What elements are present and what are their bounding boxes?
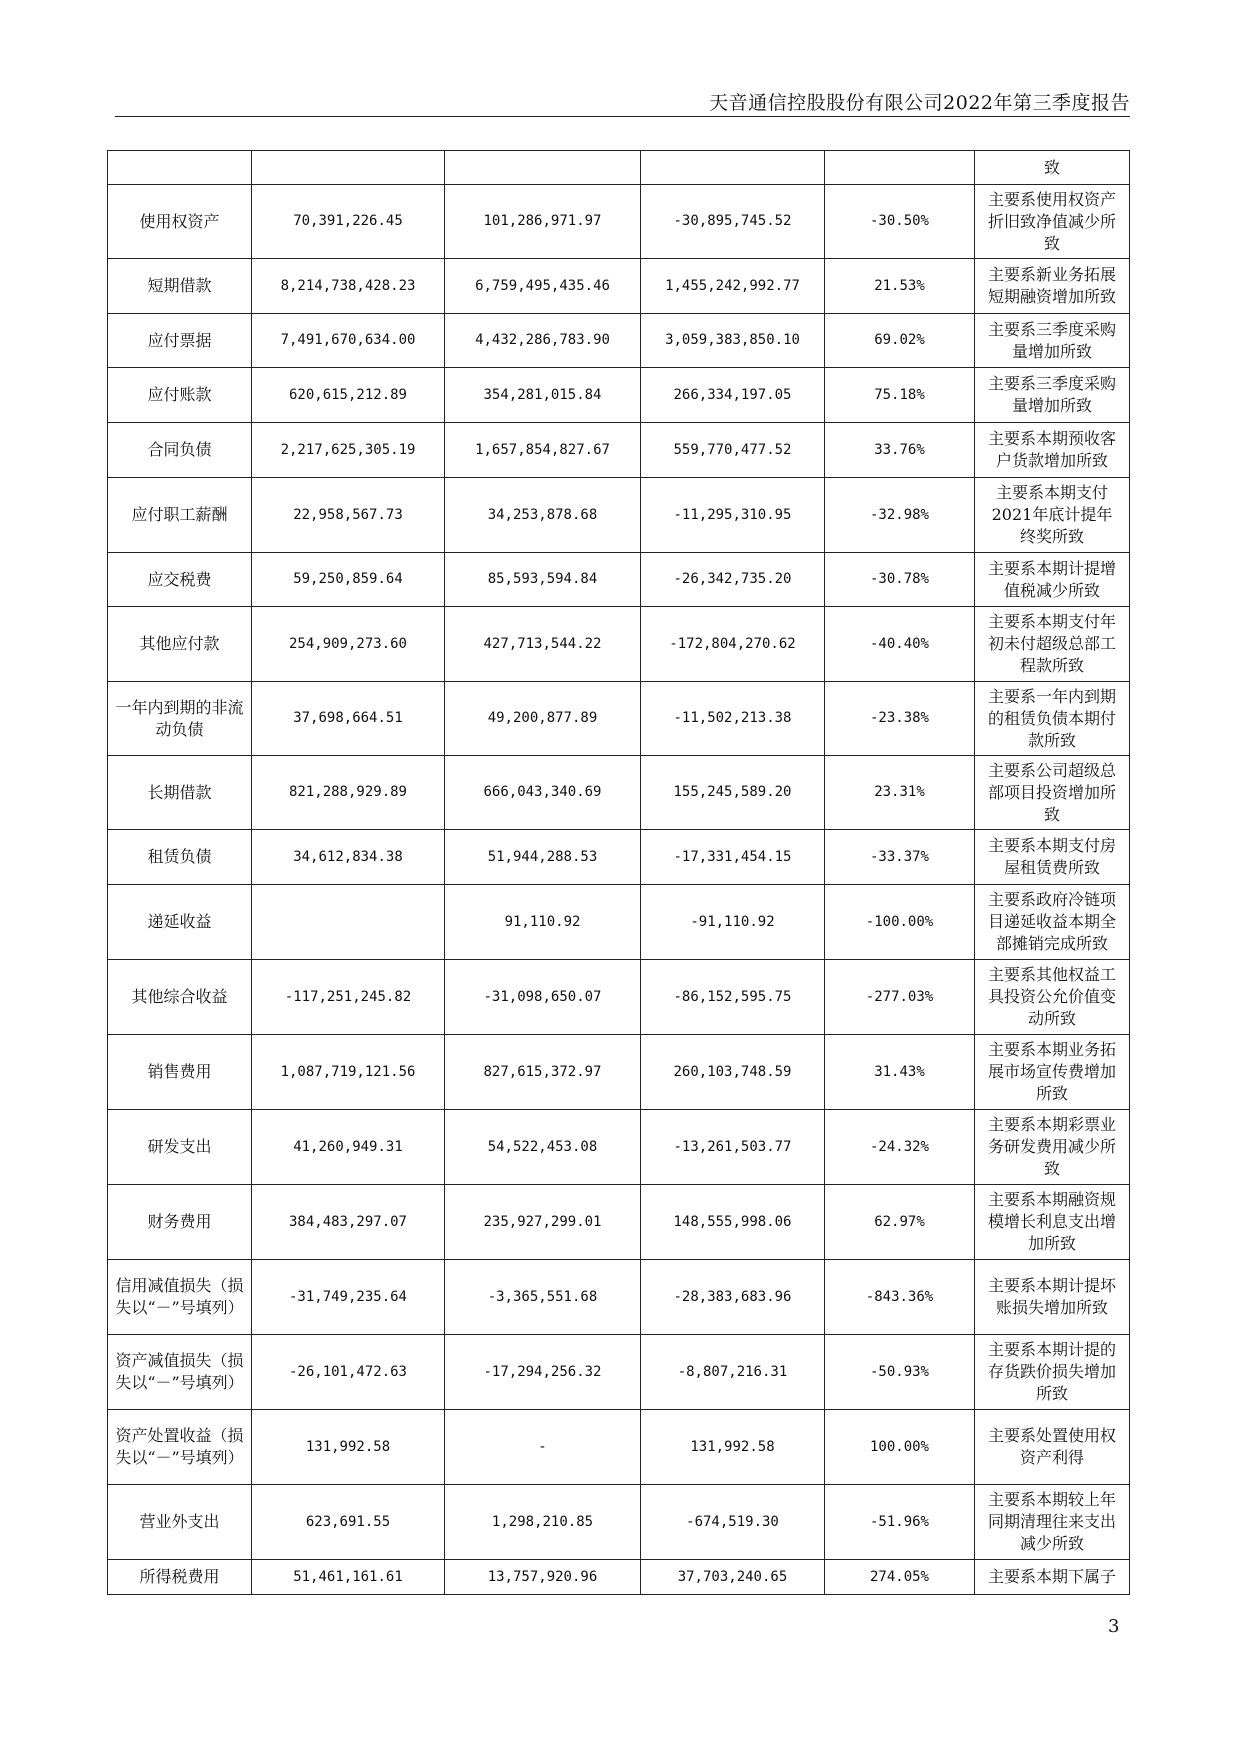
financial-change-table bbox=[107, 150, 1130, 1595]
item-cell: 长期借款 bbox=[108, 756, 252, 830]
current-value-cell: 384,483,297.07 bbox=[252, 1185, 445, 1260]
change-percent-cell: 33.76% bbox=[825, 423, 975, 478]
reason-cell: 主要系本期业务拓展市场宣传费增加所致 bbox=[975, 1035, 1130, 1110]
change-percent-cell: 274.05% bbox=[825, 1560, 975, 1595]
change-amount-cell: 559,770,477.52 bbox=[641, 423, 825, 478]
change-percent-cell: 23.31% bbox=[825, 756, 975, 830]
current-value-cell: 59,250,859.64 bbox=[252, 553, 445, 607]
item-cell: 应付账款 bbox=[108, 368, 252, 423]
reason-cell: 主要系本期彩票业务研发费用减少所致 bbox=[975, 1110, 1130, 1185]
reason-cell: 主要系本期计提的存货跌价损失增加所致 bbox=[975, 1335, 1130, 1410]
reason-cell: 主要系本期下属子 bbox=[975, 1560, 1130, 1595]
change-amount-cell: -172,804,270.62 bbox=[641, 607, 825, 682]
previous-value-cell: 85,593,594.84 bbox=[445, 553, 641, 607]
previous-value-cell: -31,098,650.07 bbox=[445, 960, 641, 1035]
previous-value-cell: 101,286,971.97 bbox=[445, 185, 641, 259]
item-cell: 其他综合收益 bbox=[108, 960, 252, 1035]
change-percent-cell: -843.36% bbox=[825, 1260, 975, 1335]
change-percent-cell: 31.43% bbox=[825, 1035, 975, 1110]
current-value-cell: 821,288,929.89 bbox=[252, 756, 445, 830]
previous-value-cell: 4,432,286,783.90 bbox=[445, 314, 641, 368]
current-value-cell bbox=[252, 885, 445, 960]
change-amount-cell: -86,152,595.75 bbox=[641, 960, 825, 1035]
item-cell: 合同负债 bbox=[108, 423, 252, 478]
table-row bbox=[108, 1035, 1130, 1110]
reason-cell: 主要系本期计提坏账损失增加所致 bbox=[975, 1260, 1130, 1335]
table-row bbox=[108, 368, 1130, 423]
change-amount-cell: -28,383,683.96 bbox=[641, 1260, 825, 1335]
current-value-cell: 70,391,226.45 bbox=[252, 185, 445, 259]
current-value-cell: 1,087,719,121.56 bbox=[252, 1035, 445, 1110]
current-value-cell: 34,612,834.38 bbox=[252, 830, 445, 885]
change-amount-cell: -11,295,310.95 bbox=[641, 478, 825, 553]
item-cell: 租赁负债 bbox=[108, 830, 252, 885]
change-percent-cell: -51.96% bbox=[825, 1485, 975, 1560]
reason-cell: 主要系本期融资规模增长利息支出增加所致 bbox=[975, 1185, 1130, 1260]
previous-value-cell: 51,944,288.53 bbox=[445, 830, 641, 885]
reason-cell: 主要系三季度采购量增加所致 bbox=[975, 368, 1130, 423]
page-header bbox=[115, 82, 1130, 117]
previous-value-cell: 427,713,544.22 bbox=[445, 607, 641, 682]
table-row bbox=[108, 423, 1130, 478]
item-cell: 应付票据 bbox=[108, 314, 252, 368]
reason-cell: 主要系一年内到期的租赁负债本期付款所致 bbox=[975, 682, 1130, 756]
previous-value-cell: 49,200,877.89 bbox=[445, 682, 641, 756]
item-cell bbox=[108, 151, 252, 185]
reason-cell: 主要系使用权资产折旧致净值减少所致 bbox=[975, 185, 1130, 259]
change-amount-cell: -8,807,216.31 bbox=[641, 1335, 825, 1410]
current-value-cell: 7,491,670,634.00 bbox=[252, 314, 445, 368]
table-row bbox=[108, 960, 1130, 1035]
change-amount-cell: -11,502,213.38 bbox=[641, 682, 825, 756]
table-row bbox=[108, 151, 1130, 185]
current-value-cell: 131,992.58 bbox=[252, 1410, 445, 1485]
change-amount-cell: 131,992.58 bbox=[641, 1410, 825, 1485]
previous-value-cell: 1,657,854,827.67 bbox=[445, 423, 641, 478]
change-amount-cell: 3,059,383,850.10 bbox=[641, 314, 825, 368]
current-value-cell: 41,260,949.31 bbox=[252, 1110, 445, 1185]
previous-value-cell: -3,365,551.68 bbox=[445, 1260, 641, 1335]
change-percent-cell: -33.37% bbox=[825, 830, 975, 885]
reason-cell: 致 bbox=[975, 151, 1130, 185]
item-cell: 应付职工薪酬 bbox=[108, 478, 252, 553]
change-percent-cell: -100.00% bbox=[825, 885, 975, 960]
item-cell: 使用权资产 bbox=[108, 185, 252, 259]
change-percent-cell: -30.50% bbox=[825, 185, 975, 259]
change-percent-cell: 62.97% bbox=[825, 1185, 975, 1260]
current-value-cell: 51,461,161.61 bbox=[252, 1560, 445, 1595]
previous-value-cell: 235,927,299.01 bbox=[445, 1185, 641, 1260]
item-cell: 其他应付款 bbox=[108, 607, 252, 682]
reason-cell: 主要系公司超级总部项目投资增加所致 bbox=[975, 756, 1130, 830]
previous-value-cell: 1,298,210.85 bbox=[445, 1485, 641, 1560]
change-amount-cell: 260,103,748.59 bbox=[641, 1035, 825, 1110]
change-percent-cell: -50.93% bbox=[825, 1335, 975, 1410]
item-cell: 所得税费用 bbox=[108, 1560, 252, 1595]
table-row bbox=[108, 185, 1130, 259]
reason-cell: 主要系新业务拓展短期融资增加所致 bbox=[975, 259, 1130, 314]
previous-value-cell: 6,759,495,435.46 bbox=[445, 259, 641, 314]
change-percent-cell bbox=[825, 151, 975, 185]
reason-cell: 主要系本期计提增值税减少所致 bbox=[975, 553, 1130, 607]
reason-cell: 主要系本期预收客户货款增加所致 bbox=[975, 423, 1130, 478]
table-row bbox=[108, 1560, 1130, 1595]
table-row bbox=[108, 1185, 1130, 1260]
previous-value-cell: 666,043,340.69 bbox=[445, 756, 641, 830]
reason-cell: 主要系本期支付2021年底计提年终奖所致 bbox=[975, 478, 1130, 553]
item-cell: 营业外支出 bbox=[108, 1485, 252, 1560]
change-percent-cell: -24.32% bbox=[825, 1110, 975, 1185]
reason-cell: 主要系本期较上年同期清理往来支出减少所致 bbox=[975, 1485, 1130, 1560]
previous-value-cell: 354,281,015.84 bbox=[445, 368, 641, 423]
item-cell: 递延收益 bbox=[108, 885, 252, 960]
change-percent-cell: 100.00% bbox=[825, 1410, 975, 1485]
table-row bbox=[108, 830, 1130, 885]
change-percent-cell: -40.40% bbox=[825, 607, 975, 682]
table-row bbox=[108, 314, 1130, 368]
report-title: 天音通信控股股份有限公司2022年第三季度报告 bbox=[709, 92, 1130, 114]
current-value-cell bbox=[252, 151, 445, 185]
reason-cell: 主要系政府冷链项目递延收益本期全部摊销完成所致 bbox=[975, 885, 1130, 960]
reason-cell: 主要系本期支付年初未付超级总部工程款所致 bbox=[975, 607, 1130, 682]
change-amount-cell: 37,703,240.65 bbox=[641, 1560, 825, 1595]
previous-value-cell: 827,615,372.97 bbox=[445, 1035, 641, 1110]
previous-value-cell: 34,253,878.68 bbox=[445, 478, 641, 553]
previous-value-cell: 91,110.92 bbox=[445, 885, 641, 960]
current-value-cell: 623,691.55 bbox=[252, 1485, 445, 1560]
reason-cell: 主要系三季度采购量增加所致 bbox=[975, 314, 1130, 368]
table-row bbox=[108, 553, 1130, 607]
item-cell: 资产减值损失（损失以“－”号填列） bbox=[108, 1335, 252, 1410]
current-value-cell: 22,958,567.73 bbox=[252, 478, 445, 553]
item-cell: 短期借款 bbox=[108, 259, 252, 314]
change-amount-cell: 155,245,589.20 bbox=[641, 756, 825, 830]
change-percent-cell: 21.53% bbox=[825, 259, 975, 314]
item-cell: 应交税费 bbox=[108, 553, 252, 607]
current-value-cell: 8,214,738,428.23 bbox=[252, 259, 445, 314]
change-percent-cell: -277.03% bbox=[825, 960, 975, 1035]
current-value-cell: -117,251,245.82 bbox=[252, 960, 445, 1035]
item-cell: 资产处置收益（损失以“－”号填列） bbox=[108, 1410, 252, 1485]
change-amount-cell: 148,555,998.06 bbox=[641, 1185, 825, 1260]
table-row bbox=[108, 682, 1130, 756]
table-row bbox=[108, 607, 1130, 682]
table-row bbox=[108, 259, 1130, 314]
change-percent-cell: -23.38% bbox=[825, 682, 975, 756]
item-cell: 信用减值损失（损失以“－”号填列） bbox=[108, 1260, 252, 1335]
change-amount-cell: 266,334,197.05 bbox=[641, 368, 825, 423]
change-percent-cell: -30.78% bbox=[825, 553, 975, 607]
item-cell: 一年内到期的非流动负债 bbox=[108, 682, 252, 756]
current-value-cell: 254,909,273.60 bbox=[252, 607, 445, 682]
previous-value-cell: 54,522,453.08 bbox=[445, 1110, 641, 1185]
previous-value-cell bbox=[445, 151, 641, 185]
change-amount-cell: -17,331,454.15 bbox=[641, 830, 825, 885]
change-amount-cell bbox=[641, 151, 825, 185]
table-row bbox=[108, 756, 1130, 830]
item-cell: 研发支出 bbox=[108, 1110, 252, 1185]
current-value-cell: 37,698,664.51 bbox=[252, 682, 445, 756]
table-row bbox=[108, 1410, 1130, 1485]
change-amount-cell: -26,342,735.20 bbox=[641, 553, 825, 607]
change-amount-cell: -30,895,745.52 bbox=[641, 185, 825, 259]
table-row bbox=[108, 1335, 1130, 1410]
change-percent-cell: 75.18% bbox=[825, 368, 975, 423]
table-row bbox=[108, 478, 1130, 553]
current-value-cell: 620,615,212.89 bbox=[252, 368, 445, 423]
previous-value-cell: 13,757,920.96 bbox=[445, 1560, 641, 1595]
reason-cell: 主要系本期支付房屋租赁费所致 bbox=[975, 830, 1130, 885]
change-percent-cell: -32.98% bbox=[825, 478, 975, 553]
table-row bbox=[108, 885, 1130, 960]
current-value-cell: -26,101,472.63 bbox=[252, 1335, 445, 1410]
previous-value-cell: - bbox=[445, 1410, 641, 1485]
change-amount-cell: -91,110.92 bbox=[641, 885, 825, 960]
item-cell: 财务费用 bbox=[108, 1185, 252, 1260]
change-percent-cell: 69.02% bbox=[825, 314, 975, 368]
reason-cell: 主要系其他权益工具投资公允价值变动所致 bbox=[975, 960, 1130, 1035]
reason-cell: 主要系处置使用权资产利得 bbox=[975, 1410, 1130, 1485]
item-cell: 销售费用 bbox=[108, 1035, 252, 1110]
change-amount-cell: 1,455,242,992.77 bbox=[641, 259, 825, 314]
table-row bbox=[108, 1110, 1130, 1185]
change-amount-cell: -13,261,503.77 bbox=[641, 1110, 825, 1185]
current-value-cell: -31,749,235.64 bbox=[252, 1260, 445, 1335]
previous-value-cell: -17,294,256.32 bbox=[445, 1335, 641, 1410]
current-value-cell: 2,217,625,305.19 bbox=[252, 423, 445, 478]
table-row bbox=[108, 1485, 1130, 1560]
change-amount-cell: -674,519.30 bbox=[641, 1485, 825, 1560]
table-row bbox=[108, 1260, 1130, 1335]
page-number: 3 bbox=[1108, 1616, 1120, 1637]
